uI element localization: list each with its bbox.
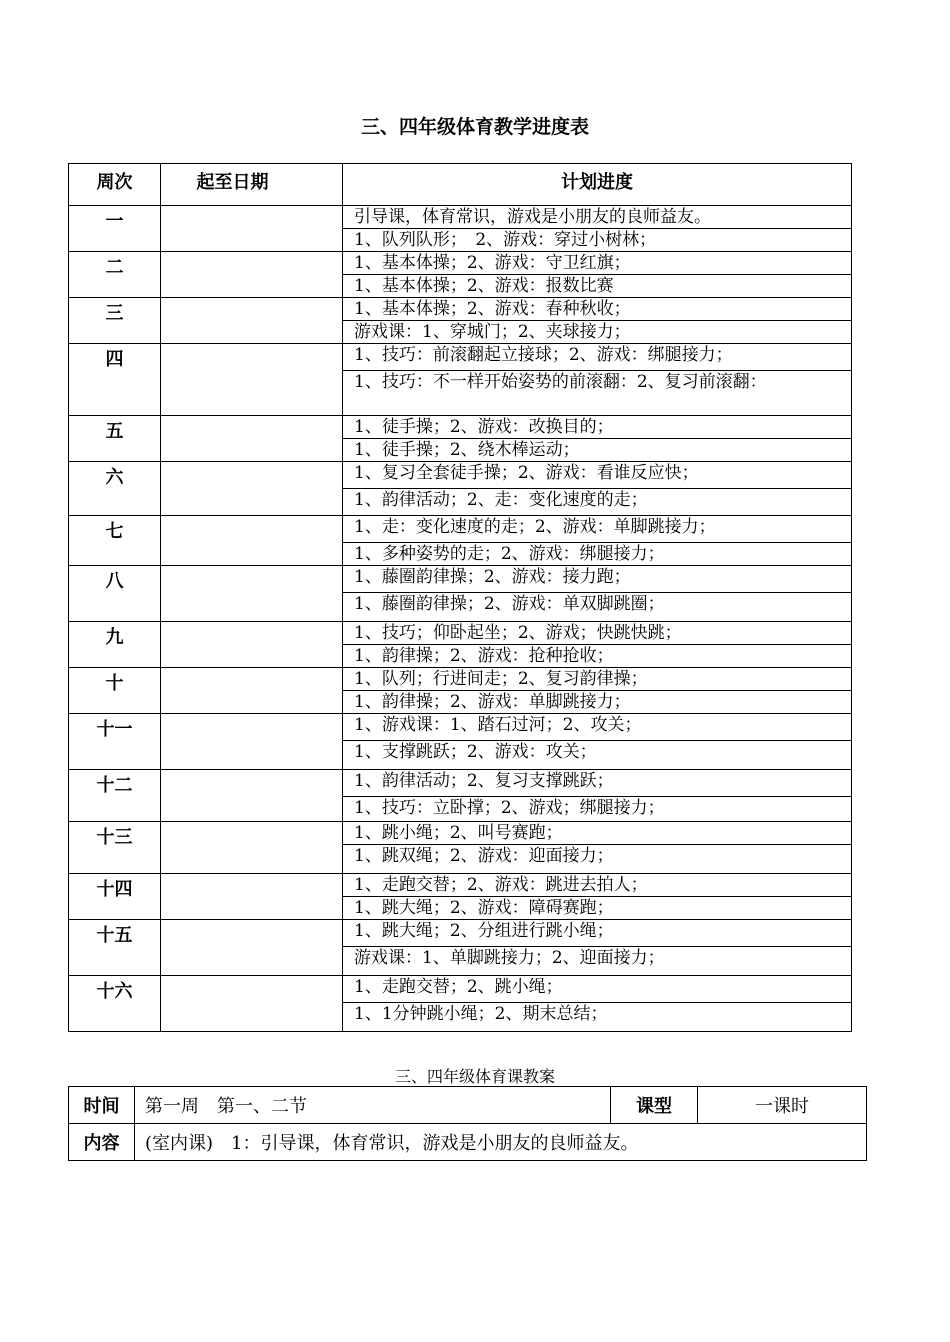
plan-progress-cell: 1、跳大绳；2、分组进行跳小绳； xyxy=(343,920,852,947)
plan-progress-cell: 1、跳小绳；2、叫号赛跑； xyxy=(343,822,852,845)
week-number-cell: 五 xyxy=(69,416,161,462)
plan-progress-cell: 1、韵律活动；2、走：变化速度的走； xyxy=(343,489,852,516)
week-row-part xyxy=(69,516,852,543)
lesson-plan-table xyxy=(68,1086,867,1161)
week-number-cell: 十一 xyxy=(69,714,161,770)
plan-progress-cell: 1、技巧：不一样开始姿势的前滚翻：2、复习前滚翻： xyxy=(343,371,852,416)
lesson-type-label: 课型 xyxy=(611,1087,698,1124)
week-row-part xyxy=(69,714,852,741)
week-number-cell: 十二 xyxy=(69,770,161,822)
week-number-cell: 九 xyxy=(69,622,161,668)
schedule-table xyxy=(68,163,852,1032)
week-number-cell: 十三 xyxy=(69,822,161,874)
plan-progress-cell: 1、走：变化速度的走；2、游戏：单脚跳接力； xyxy=(343,516,852,543)
plan-progress-cell: 1、藤圈韵律操；2、游戏：单双脚跳圈； xyxy=(343,593,852,622)
plan-progress-cell: 1、技巧：立卧撑；2、游戏；绑腿接力； xyxy=(343,797,852,822)
date-range-cell xyxy=(161,976,343,1032)
plan-progress-cell: 1、队列；行进间走；2、复习韵律操； xyxy=(343,668,852,691)
date-range-cell xyxy=(161,668,343,714)
week-number-cell: 四 xyxy=(69,344,161,416)
week-number-cell: 三 xyxy=(69,298,161,344)
week-row-part xyxy=(69,920,852,947)
plan-progress-cell: 引导课，体育常识，游戏是小朋友的良师益友。 xyxy=(343,206,852,229)
time-value: 第一周 第一、二节 xyxy=(135,1087,611,1124)
week-column-header: 周次 xyxy=(69,164,161,206)
plan-progress-cell: 1、韵律操；2、游戏：抢种抢收； xyxy=(343,645,852,668)
week-row-part xyxy=(69,668,852,691)
plan-progress-cell: 1、复习全套徒手操；2、游戏：看谁反应快； xyxy=(343,462,852,489)
plan-progress-cell: 1、基本体操；2、游戏：春种秋收； xyxy=(343,298,852,321)
week-row-part xyxy=(69,976,852,1003)
date-range-cell xyxy=(161,298,343,344)
week-number-cell: 八 xyxy=(69,566,161,622)
plan-progress-cell: 1、技巧；仰卧起坐；2、游戏；快跳快跳； xyxy=(343,622,852,645)
plan-progress-cell: 1、走跑交替；2、跳小绳； xyxy=(343,976,852,1003)
date-range-cell xyxy=(161,566,343,622)
plan-progress-cell: 1、徒手操；2、游戏：改换目的； xyxy=(343,416,852,439)
plan-progress-cell: 游戏课：1、穿城门；2、夹球接力； xyxy=(343,321,852,344)
document-title: 三、四年级体育教学进度表 xyxy=(360,116,589,138)
week-row-part xyxy=(69,822,852,845)
plan-progress-cell: 1、跳双绳；2、游戏：迎面接力； xyxy=(343,845,852,874)
week-row-part xyxy=(69,566,852,593)
plan-column-header: 计划进度 xyxy=(343,164,852,206)
date-range-cell xyxy=(161,416,343,462)
date-range-cell xyxy=(161,822,343,874)
week-row-part xyxy=(69,416,852,439)
date-range-cell xyxy=(161,462,343,516)
plan-progress-cell: 1、走跑交替；2、游戏：跳进去拍人； xyxy=(343,874,852,897)
plan-progress-cell: 1、徒手操；2、绕木棒运动； xyxy=(343,439,852,462)
plan-progress-cell: 1、队列队形； 2、游戏：穿过小树林； xyxy=(343,229,852,252)
plan-progress-cell: 1、游戏课：1、踏石过河；2、攻关； xyxy=(343,714,852,741)
plan-progress-cell: 1、韵律操；2、游戏：单脚跳接力； xyxy=(343,691,852,714)
date-range-cell xyxy=(161,622,343,668)
date-range-cell xyxy=(161,344,343,416)
date-range-cell xyxy=(161,874,343,920)
date-range-cell xyxy=(161,714,343,770)
week-row-part xyxy=(69,770,852,797)
week-number-cell: 二 xyxy=(69,252,161,298)
week-number-cell: 十 xyxy=(69,668,161,714)
date-range-cell xyxy=(161,206,343,252)
week-row-part xyxy=(69,344,852,371)
plan-progress-cell: 1、藤圈韵律操；2、游戏：接力跑； xyxy=(343,566,852,593)
plan-progress-cell: 1、支撑跳跃；2、游戏：攻关； xyxy=(343,741,852,770)
content-label: 内容 xyxy=(69,1124,135,1161)
plan-progress-cell: 1、韵律活动；2、复习支撑跳跃； xyxy=(343,770,852,797)
week-number-cell: 七 xyxy=(69,516,161,566)
week-row-part xyxy=(69,298,852,321)
content-value: (室内课) 1：引导课，体育常识，游戏是小朋友的良师益友。 xyxy=(135,1124,867,1161)
week-number-cell: 一 xyxy=(69,206,161,252)
week-number-cell: 十六 xyxy=(69,976,161,1032)
date-range-cell xyxy=(161,252,343,298)
plan-progress-cell: 1、1分钟跳小绳；2、期末总结； xyxy=(343,1003,852,1032)
plan-progress-cell: 1、多种姿势的走；2、游戏：绑腿接力； xyxy=(343,543,852,566)
date-range-cell xyxy=(161,770,343,822)
plan-progress-cell: 1、基本体操；2、游戏：报数比赛 xyxy=(343,275,852,298)
lesson-type-value: 一课时 xyxy=(698,1087,867,1124)
date-range-cell xyxy=(161,516,343,566)
schedule-header-row xyxy=(69,164,852,206)
plan-progress-cell: 1、基本体操；2、游戏：守卫红旗； xyxy=(343,252,852,275)
week-row-part xyxy=(69,462,852,489)
plan-progress-cell: 1、技巧：前滚翻起立接球；2、游戏：绑腿接力； xyxy=(343,344,852,371)
week-row-part xyxy=(69,874,852,897)
lesson-content-row xyxy=(69,1124,867,1161)
time-label: 时间 xyxy=(69,1087,135,1124)
week-row-part xyxy=(69,206,852,229)
week-number-cell: 六 xyxy=(69,462,161,516)
week-number-cell: 十五 xyxy=(69,920,161,976)
plan-progress-cell: 游戏课：1、单脚跳接力；2、迎面接力； xyxy=(343,947,852,976)
plan-progress-cell: 1、跳大绳；2、游戏：障碍赛跑； xyxy=(343,897,852,920)
week-row-part xyxy=(69,622,852,645)
week-number-cell: 十四 xyxy=(69,874,161,920)
date-range-cell xyxy=(161,920,343,976)
lesson-time-row xyxy=(69,1087,867,1124)
dates-column-header: 起至日期 xyxy=(161,164,343,206)
week-row-part xyxy=(69,252,852,275)
lesson-plan-caption: 三、四年级体育课教案 xyxy=(394,1067,555,1086)
